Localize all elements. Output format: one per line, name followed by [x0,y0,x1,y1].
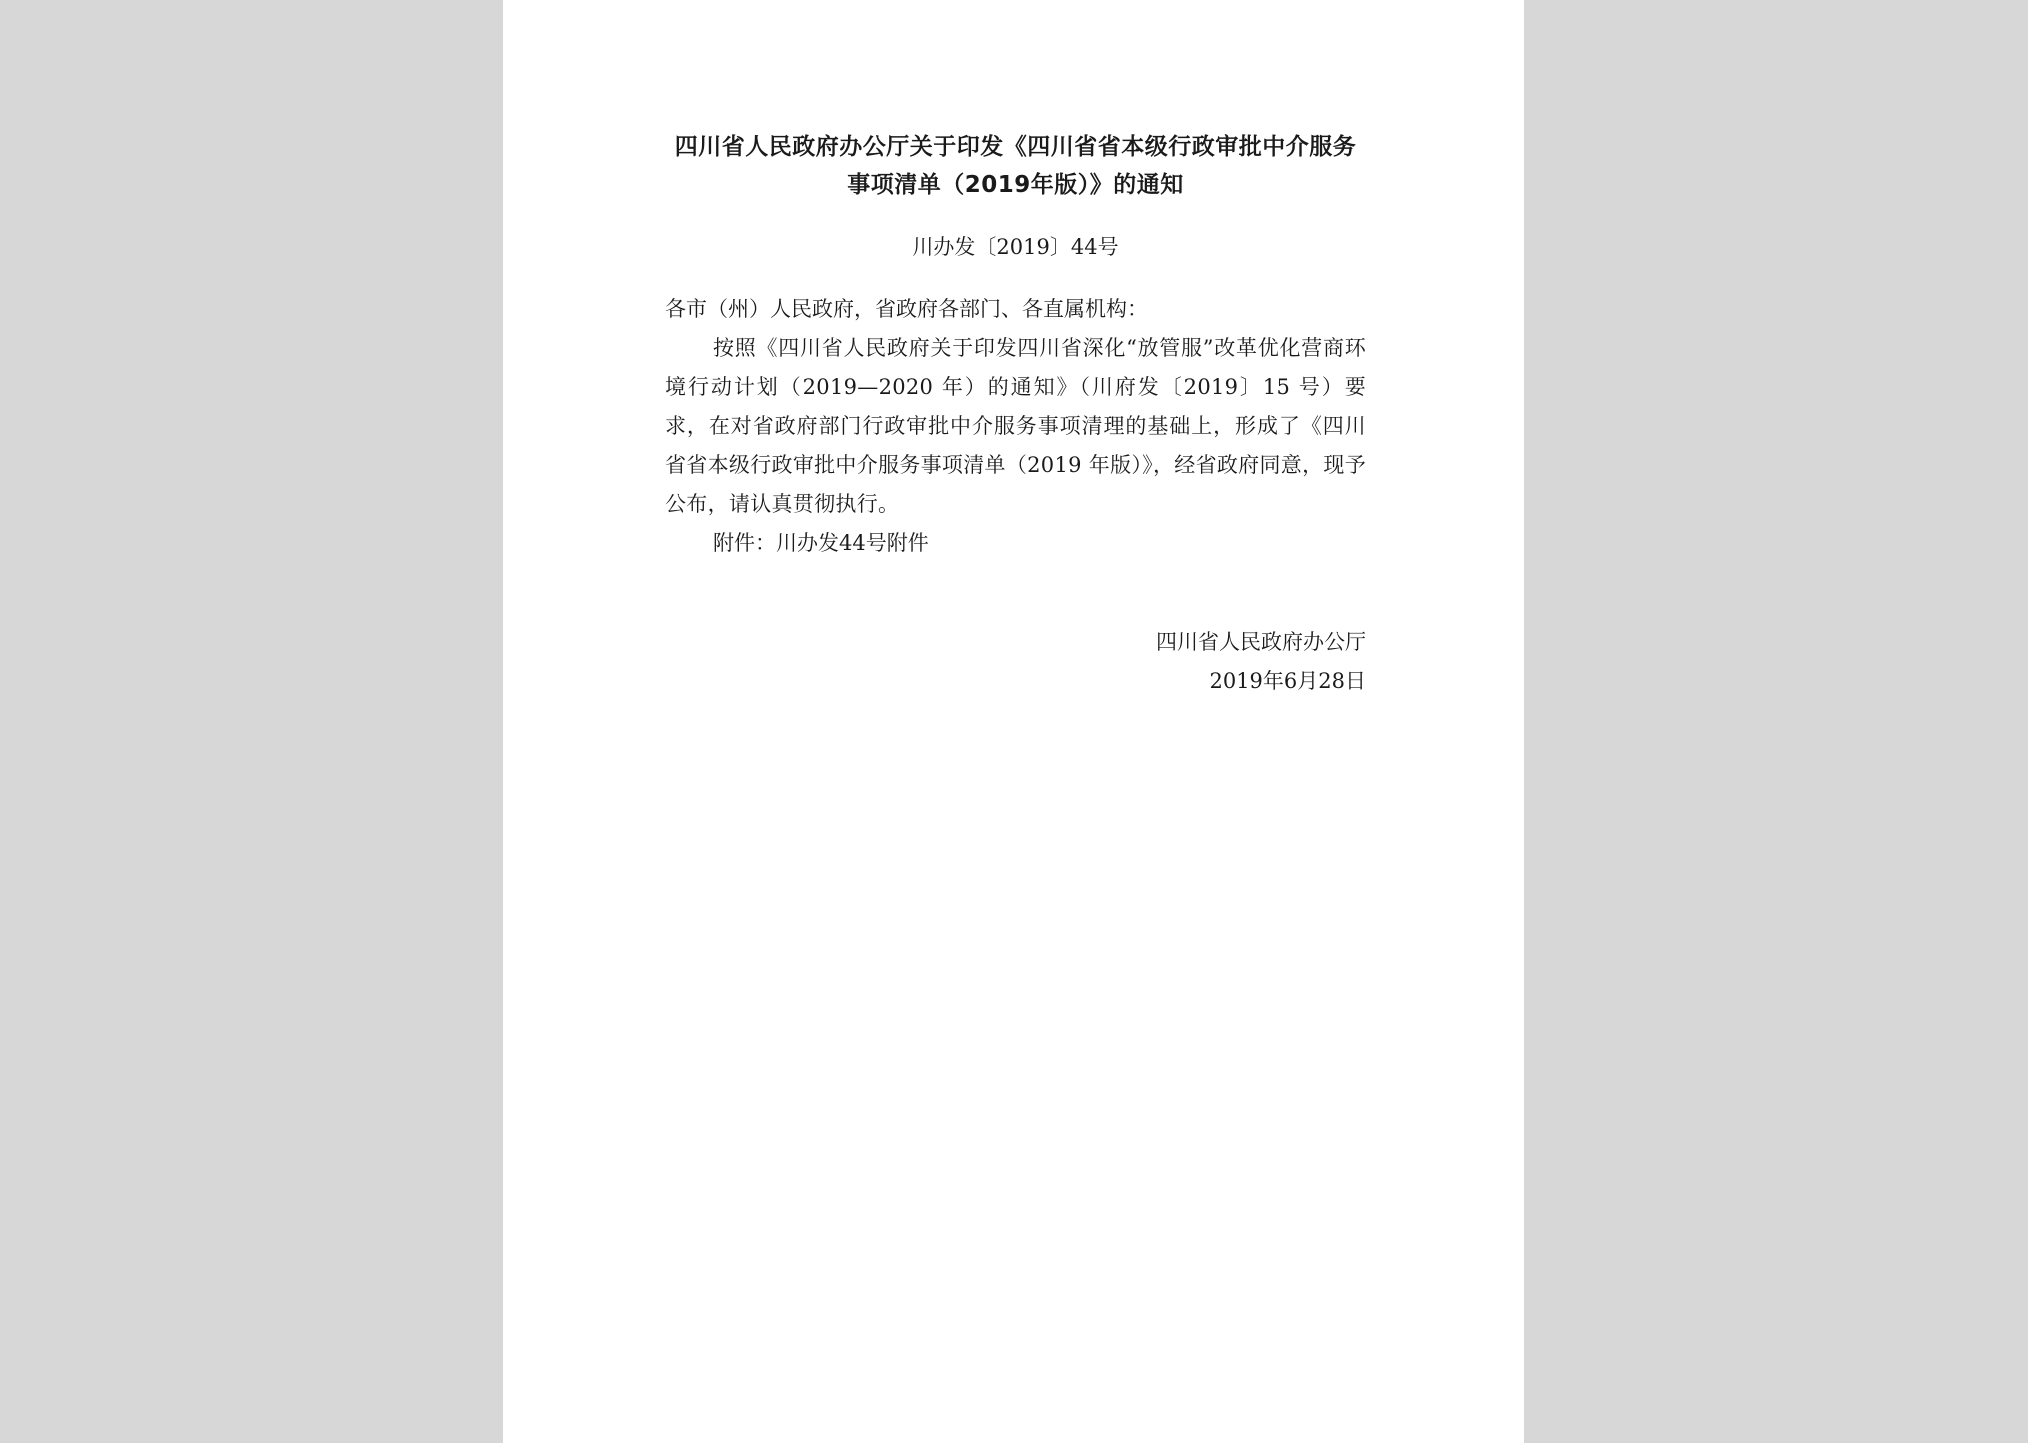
addressee: 各市（州）人民政府，省政府各部门、各直属机构： [665,297,1148,321]
title-line-2: 事项清单（2019年版）》的通知 [847,172,1184,198]
issuer-name: 四川省人民政府办公厅 [1156,630,1366,654]
title-line-1: 四川省人民政府办公厅关于印发《四川省省本级行政审批中介服务 [674,134,1357,160]
issue-date: 2019年6月28日 [1209,669,1366,693]
document-title [665,128,1366,204]
document-number: 川办发〔2019〕44号 [912,235,1119,259]
signature-block [665,623,1366,701]
attachment-note: 附件：川办发44号附件 [713,531,929,555]
page-content [665,128,1366,701]
document-page [503,0,1524,1443]
body-paragraph: 按照《四川省人民政府关于印发四川省深化“放管服”改革优化营商环境行动计划（2019—2020 年）的通知》（川府发〔2019〕15 号）要求，在对省政府部门行政审批中介服务事项清理的基础上，形成了《四川省省本级行政审批中介服务事项清单（2019 年版）》，经省政府同意，现予公布，请认真贯彻执行。 [665,336,1366,516]
